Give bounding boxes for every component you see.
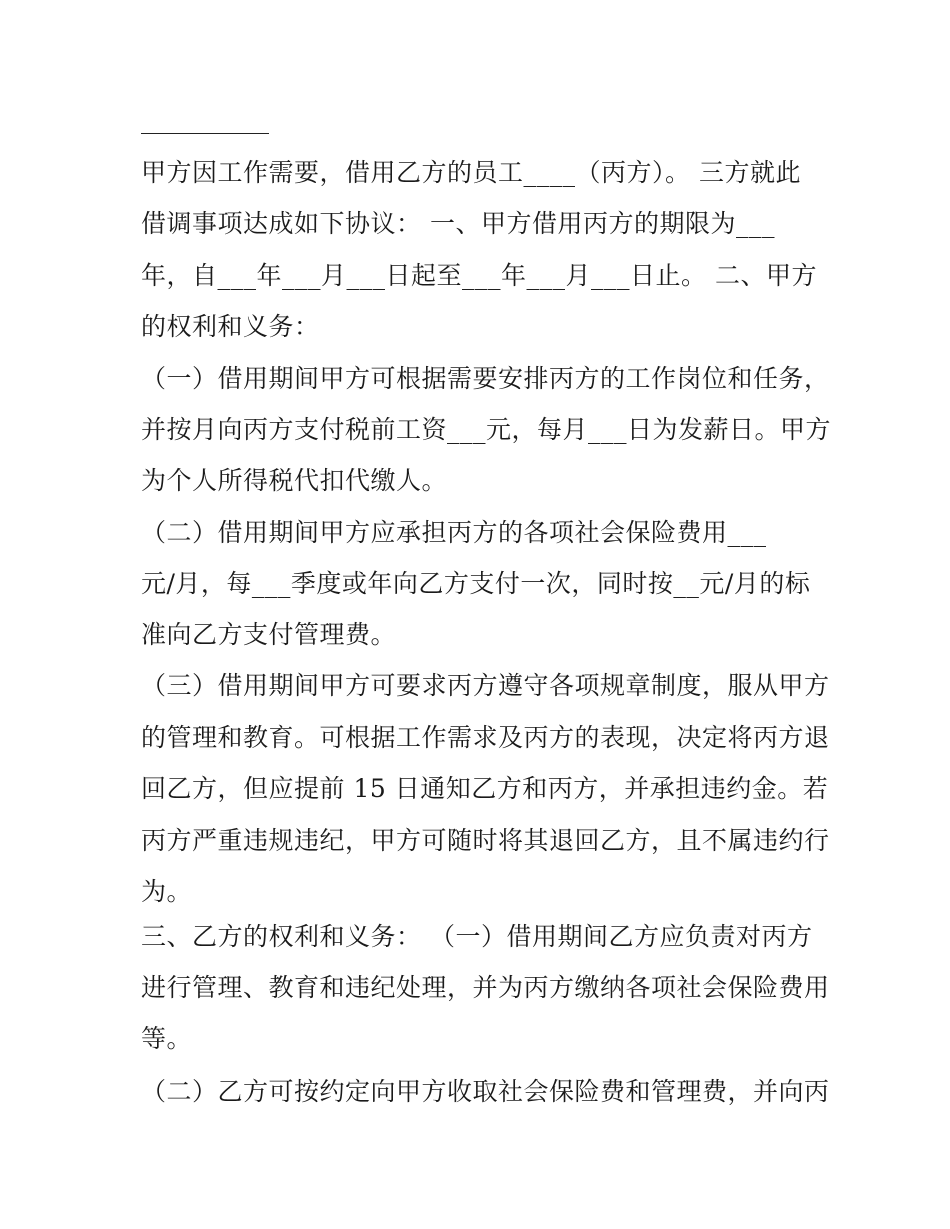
text-line: （三）借用期间甲方可要求丙方遵守各项规章制度，服从甲方 — [141, 671, 830, 700]
text-line: 回乙方，但应提前 15 日通知乙方和丙方，并承担违约金。若 — [141, 774, 829, 803]
text-line: 为。 — [141, 877, 193, 906]
text-line: 年，自___年___月___日起至___年___月___日止。 二、甲方 — [141, 261, 817, 290]
text-line: 甲方因工作需要，借用乙方的员工____（丙方）。 三方就此 — [141, 158, 801, 187]
text-line: 为个人所得税代扣代缴人。 — [141, 466, 448, 495]
text-line: 的权利和义务： — [141, 312, 320, 341]
text-line: （一）借用期间甲方可根据需要安排丙方的工作岗位和任务， — [141, 364, 830, 393]
text-line: 借调事项达成如下协议： 一、甲方借用丙方的期限为___ — [141, 209, 775, 238]
text-line: 进行管理、教育和违纪处理，并为丙方缴纳各项社会保险费用 — [141, 973, 830, 1002]
text-line: 等。 — [141, 1024, 193, 1053]
text-line: 三、乙方的权利和义务： （一）借用期间乙方应负责对丙方 — [141, 922, 813, 951]
text-line: （二）借用期间甲方应承担丙方的各项社会保险费用___ — [141, 518, 767, 547]
text-line: 的管理和教育。可根据工作需求及丙方的表现，决定将丙方退 — [141, 723, 830, 752]
top-rule-divider — [141, 133, 269, 134]
text-line: 元/月，每___季度或年向乙方支付一次，同时按__元/月的标 — [141, 569, 811, 598]
text-line: 丙方严重违规违纪，甲方可随时将其退回乙方，且不属违约行 — [141, 826, 830, 855]
text-line: （二）乙方可按约定向甲方收取社会保险费和管理费，并向丙 — [141, 1077, 830, 1106]
text-line: 准向乙方支付管理费。 — [141, 620, 397, 649]
text-line: 并按月向丙方支付税前工资___元，每月___日为发薪日。甲方 — [141, 415, 832, 444]
